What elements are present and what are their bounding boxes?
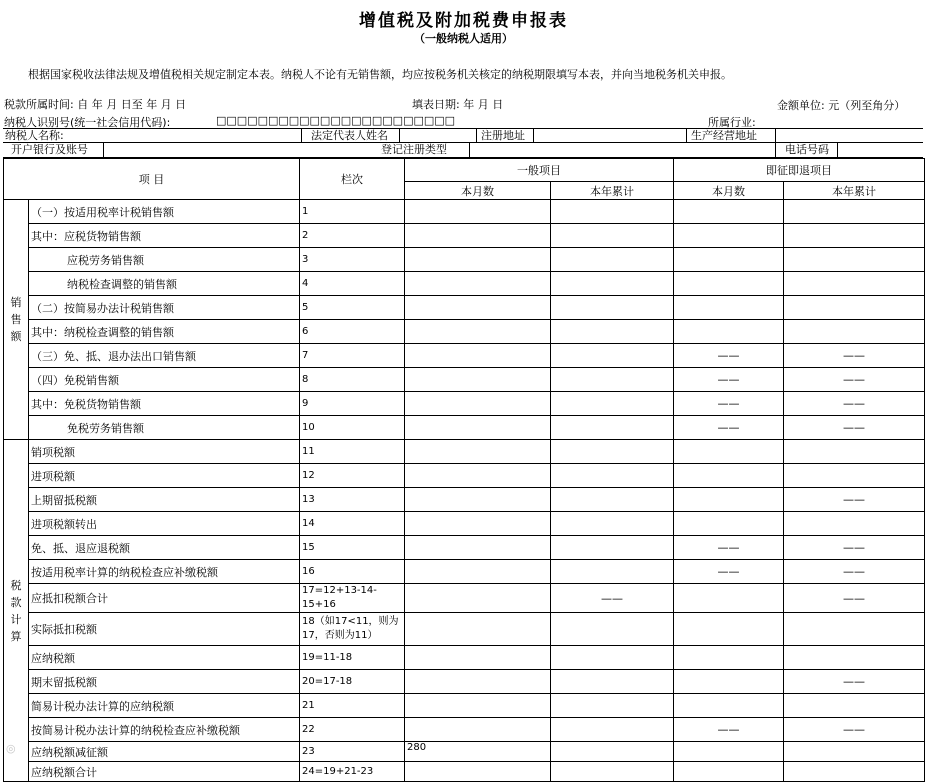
cell-immediate-ytd[interactable] bbox=[784, 272, 925, 296]
row-label: （四）免税销售额 bbox=[29, 368, 300, 392]
cell-immediate-month[interactable] bbox=[674, 670, 784, 694]
row-label: 纳税检查调整的销售额 bbox=[29, 272, 300, 296]
cell-immediate-month[interactable] bbox=[674, 488, 784, 512]
table-row bbox=[4, 344, 925, 368]
header-column-no: 栏次 bbox=[300, 159, 405, 200]
cell-immediate-ytd: —— bbox=[784, 718, 925, 742]
row-column-no: 18（如17<11，则为17，否则为11） bbox=[300, 613, 405, 646]
cell-general-ytd[interactable] bbox=[551, 694, 674, 718]
row-label: 其中：纳税检查调整的销售额 bbox=[29, 320, 300, 344]
row-column-no: 7 bbox=[300, 344, 405, 368]
cell-general-month[interactable] bbox=[405, 200, 551, 224]
cell-immediate-month[interactable] bbox=[674, 762, 784, 782]
row-label: （三）免、抵、退办法出口销售额 bbox=[29, 344, 300, 368]
row-column-no: 15 bbox=[300, 536, 405, 560]
amount-unit: 金额单位: 元（列至角分） bbox=[777, 99, 906, 112]
cell-immediate-ytd[interactable] bbox=[784, 742, 925, 762]
cell-immediate-month: —— bbox=[674, 560, 784, 584]
row-column-no: 19=11-18 bbox=[300, 646, 405, 670]
row-label: 实际抵扣税额 bbox=[29, 613, 300, 646]
table-row bbox=[4, 694, 925, 718]
cell-general-ytd[interactable] bbox=[551, 440, 674, 464]
cell-immediate-month[interactable] bbox=[674, 613, 784, 646]
header-item: 项 目 bbox=[4, 159, 300, 200]
cell-general-month[interactable] bbox=[405, 440, 551, 464]
cell-immediate-ytd[interactable] bbox=[784, 694, 925, 718]
row-label: 应纳税额合计 bbox=[29, 762, 300, 782]
cell-general-ytd[interactable] bbox=[551, 613, 674, 646]
cell-immediate-ytd[interactable] bbox=[784, 200, 925, 224]
header-immediate-ytd: 本年累计 bbox=[784, 182, 925, 200]
cell-immediate-month[interactable] bbox=[674, 320, 784, 344]
row-label: 进项税额 bbox=[29, 464, 300, 488]
cell-immediate-ytd: —— bbox=[784, 560, 925, 584]
form-subtitle: （一般纳税人适用） bbox=[414, 32, 513, 45]
table-row bbox=[4, 560, 925, 584]
cell-immediate-ytd[interactable] bbox=[784, 646, 925, 670]
row-label: 免、抵、退应退税额 bbox=[29, 536, 300, 560]
cell-immediate-month: —— bbox=[674, 344, 784, 368]
cell-general-month[interactable] bbox=[405, 392, 551, 416]
cell-immediate-month[interactable] bbox=[674, 296, 784, 320]
row-column-no: 8 bbox=[300, 368, 405, 392]
row-label: 进项税额转出 bbox=[29, 512, 300, 536]
cell-immediate-ytd: —— bbox=[784, 392, 925, 416]
tax-period: 税款所属时间: 自 年 月 日至 年 月 日 bbox=[4, 98, 187, 111]
cell-immediate-ytd[interactable] bbox=[784, 248, 925, 272]
row-column-no: 23 bbox=[300, 742, 405, 762]
row-column-no: 2 bbox=[300, 224, 405, 248]
row-label: 应纳税额减征额 bbox=[29, 742, 300, 762]
form-title: 增值税及附加税费申报表 bbox=[359, 11, 568, 31]
cell-general-ytd[interactable] bbox=[551, 646, 674, 670]
table-row bbox=[4, 670, 925, 694]
table-row bbox=[4, 464, 925, 488]
table-row bbox=[4, 613, 925, 646]
bank-account-label: 开户银行及账号 bbox=[11, 143, 88, 156]
cell-immediate-month[interactable] bbox=[674, 742, 784, 762]
table-row bbox=[4, 742, 925, 762]
row-label: 按适用税率计算的纳税检查应补缴税额 bbox=[29, 560, 300, 584]
row-column-no: 11 bbox=[300, 440, 405, 464]
cell-general-ytd[interactable] bbox=[551, 488, 674, 512]
row-column-no: 20=17-18 bbox=[300, 670, 405, 694]
cell-immediate-ytd: —— bbox=[784, 536, 925, 560]
table-row bbox=[4, 512, 925, 536]
cell-general-month[interactable] bbox=[405, 560, 551, 584]
cell-general-ytd[interactable] bbox=[551, 464, 674, 488]
cell-general-ytd[interactable] bbox=[551, 742, 674, 762]
row-label: （一）按适用税率计税销售额 bbox=[29, 200, 300, 224]
cell-general-month[interactable] bbox=[405, 416, 551, 440]
table-row bbox=[4, 224, 925, 248]
cell-immediate-month: —— bbox=[674, 536, 784, 560]
cell-general-month[interactable] bbox=[405, 694, 551, 718]
cell-general-month[interactable] bbox=[405, 464, 551, 488]
cell-immediate-ytd[interactable] bbox=[784, 464, 925, 488]
cell-general-month[interactable] bbox=[405, 512, 551, 536]
cell-immediate-ytd: —— bbox=[784, 670, 925, 694]
row-label: 其中：免税货物销售额 bbox=[29, 392, 300, 416]
cell-immediate-ytd[interactable] bbox=[784, 512, 925, 536]
cell-immediate-month[interactable] bbox=[674, 584, 784, 613]
table-row bbox=[4, 488, 925, 512]
cell-immediate-month[interactable] bbox=[674, 200, 784, 224]
row-label: 其中：应税货物销售额 bbox=[29, 224, 300, 248]
cell-general-month[interactable] bbox=[405, 368, 551, 392]
cell-general-ytd[interactable] bbox=[551, 762, 674, 782]
reg-address-label: 注册地址 bbox=[481, 129, 525, 142]
table-row bbox=[4, 272, 925, 296]
table-row bbox=[4, 368, 925, 392]
row-column-no: 14 bbox=[300, 512, 405, 536]
cell-immediate-ytd[interactable] bbox=[784, 762, 925, 782]
cell-general-ytd[interactable] bbox=[551, 416, 674, 440]
row-column-no: 9 bbox=[300, 392, 405, 416]
table-row bbox=[4, 416, 925, 440]
industry-label: 所属行业: bbox=[708, 116, 756, 129]
header-general-ytd: 本年累计 bbox=[551, 182, 674, 200]
cell-general-ytd[interactable] bbox=[551, 368, 674, 392]
cell-immediate-ytd[interactable] bbox=[784, 296, 925, 320]
form-instruction: 根据国家税收法律法规及增值税相关规定制定本表。纳税人不论有无销售额，均应按税务机关核定的纳税期限填写本表，并向当地税务机关申报。 bbox=[28, 68, 732, 81]
cell-general-month[interactable] bbox=[405, 272, 551, 296]
taxpayer-id-boxes[interactable]: □□□□□□□□□□□□□□□□□□□□□□□ bbox=[216, 114, 456, 127]
cell-immediate-ytd: —— bbox=[784, 344, 925, 368]
row-label: 上期留抵税额 bbox=[29, 488, 300, 512]
cell-immediate-month: —— bbox=[674, 718, 784, 742]
cell-immediate-ytd[interactable] bbox=[784, 440, 925, 464]
cell-general-ytd[interactable] bbox=[551, 344, 674, 368]
table-row bbox=[4, 296, 925, 320]
row-column-no: 24=19+21-23 bbox=[300, 762, 405, 782]
fill-date: 填表日期: 年 月 日 bbox=[412, 98, 504, 111]
cell-general-ytd[interactable] bbox=[551, 200, 674, 224]
cell-general-ytd[interactable] bbox=[551, 512, 674, 536]
header-immediate-month: 本月数 bbox=[674, 182, 784, 200]
cell-immediate-month[interactable] bbox=[674, 512, 784, 536]
row-column-no: 4 bbox=[300, 272, 405, 296]
cell-general-month[interactable] bbox=[405, 762, 551, 782]
cell-general-month[interactable] bbox=[405, 670, 551, 694]
biz-address-label: 生产经营地址 bbox=[691, 129, 757, 142]
cell-general-ytd[interactable] bbox=[551, 560, 674, 584]
row-column-no: 16 bbox=[300, 560, 405, 584]
table-row bbox=[4, 248, 925, 272]
cell-immediate-month[interactable] bbox=[674, 694, 784, 718]
cell-general-month[interactable] bbox=[405, 296, 551, 320]
cell-general-month[interactable] bbox=[405, 320, 551, 344]
cell-general-month[interactable] bbox=[405, 248, 551, 272]
phone-label: 电话号码 bbox=[785, 143, 829, 156]
cell-immediate-ytd: —— bbox=[784, 488, 925, 512]
row-column-no: 6 bbox=[300, 320, 405, 344]
cell-general-ytd[interactable] bbox=[551, 392, 674, 416]
cell-immediate-ytd: —— bbox=[784, 584, 925, 613]
cell-immediate-ytd[interactable] bbox=[784, 224, 925, 248]
row-label: 应税劳务销售额 bbox=[29, 248, 300, 272]
category-sales: 销售额 bbox=[4, 200, 29, 440]
cell-immediate-ytd: —— bbox=[784, 416, 925, 440]
table-row bbox=[4, 718, 925, 742]
declaration-table bbox=[3, 158, 925, 782]
cell-general-month[interactable] bbox=[405, 488, 551, 512]
row-column-no: 21 bbox=[300, 694, 405, 718]
row-column-no: 13 bbox=[300, 488, 405, 512]
header-general: 一般项目 bbox=[405, 159, 674, 182]
row-label: 免税劳务销售额 bbox=[29, 416, 300, 440]
table-row bbox=[4, 536, 925, 560]
row-label: （二）按简易办法计税销售额 bbox=[29, 296, 300, 320]
cell-general-ytd[interactable] bbox=[551, 248, 674, 272]
row-column-no: 5 bbox=[300, 296, 405, 320]
taxpayer-name-label: 纳税人名称: bbox=[5, 129, 64, 142]
watermark-logo: ◎ bbox=[6, 742, 16, 755]
cell-general-month[interactable] bbox=[405, 646, 551, 670]
cell-general-ytd[interactable] bbox=[551, 718, 674, 742]
cell-immediate-month[interactable] bbox=[674, 272, 784, 296]
cell-general-month[interactable] bbox=[405, 224, 551, 248]
table-row bbox=[4, 440, 925, 464]
cell-immediate-month: —— bbox=[674, 416, 784, 440]
cell-general-ytd[interactable] bbox=[551, 272, 674, 296]
cell-general-ytd[interactable] bbox=[551, 320, 674, 344]
table-row bbox=[4, 200, 925, 224]
table-row bbox=[4, 762, 925, 782]
table-row bbox=[4, 584, 925, 613]
table-row bbox=[4, 646, 925, 670]
cell-immediate-ytd[interactable] bbox=[784, 320, 925, 344]
cell-general-ytd[interactable] bbox=[551, 296, 674, 320]
cell-immediate-month[interactable] bbox=[674, 248, 784, 272]
reg-type-label: 登记注册类型 bbox=[381, 143, 447, 156]
cell-general-ytd[interactable] bbox=[551, 670, 674, 694]
category-tax-calc: 税款计算 bbox=[4, 440, 29, 782]
cell-immediate-month[interactable] bbox=[674, 464, 784, 488]
cell-general-month[interactable] bbox=[405, 536, 551, 560]
row-label: 简易计税办法计算的应纳税额 bbox=[29, 694, 300, 718]
cell-immediate-ytd[interactable] bbox=[784, 613, 925, 646]
cell-general-month[interactable] bbox=[405, 613, 551, 646]
cell-general-ytd: —— bbox=[551, 584, 674, 613]
cell-general-month[interactable] bbox=[405, 344, 551, 368]
cell-immediate-month[interactable] bbox=[674, 440, 784, 464]
cell-immediate-month[interactable] bbox=[674, 224, 784, 248]
table-row bbox=[4, 392, 925, 416]
row-column-no: 1 bbox=[300, 200, 405, 224]
taxpayer-id-label: 纳税人识别号(统一社会信用代码): bbox=[4, 116, 171, 129]
cell-general-ytd[interactable] bbox=[551, 224, 674, 248]
header-immediate-refund: 即征即退项目 bbox=[674, 159, 925, 182]
cell-immediate-month: —— bbox=[674, 392, 784, 416]
taxpayer-info-row-2 bbox=[3, 142, 923, 158]
header-general-month: 本月数 bbox=[405, 182, 551, 200]
cell-immediate-month[interactable] bbox=[674, 646, 784, 670]
row-column-no: 12 bbox=[300, 464, 405, 488]
row-column-no: 22 bbox=[300, 718, 405, 742]
row-column-no: 10 bbox=[300, 416, 405, 440]
row-column-no: 3 bbox=[300, 248, 405, 272]
row-label: 销项税额 bbox=[29, 440, 300, 464]
table-row bbox=[4, 320, 925, 344]
cell-immediate-month: —— bbox=[674, 368, 784, 392]
taxpayer-info-row-1 bbox=[3, 128, 923, 143]
row-label: 期末留抵税额 bbox=[29, 670, 300, 694]
legal-rep-label: 法定代表人姓名 bbox=[311, 129, 388, 142]
row-label: 应抵扣税额合计 bbox=[29, 584, 300, 613]
row-label: 应纳税额 bbox=[29, 646, 300, 670]
cell-general-month[interactable]: 280 bbox=[405, 742, 551, 762]
cell-general-month[interactable] bbox=[405, 718, 551, 742]
cell-immediate-ytd: —— bbox=[784, 368, 925, 392]
cell-general-ytd[interactable] bbox=[551, 536, 674, 560]
row-label: 按简易计税办法计算的纳税检查应补缴税额 bbox=[29, 718, 300, 742]
row-column-no: 17=12+13-14-15+16 bbox=[300, 584, 405, 613]
cell-general-month[interactable] bbox=[405, 584, 551, 613]
